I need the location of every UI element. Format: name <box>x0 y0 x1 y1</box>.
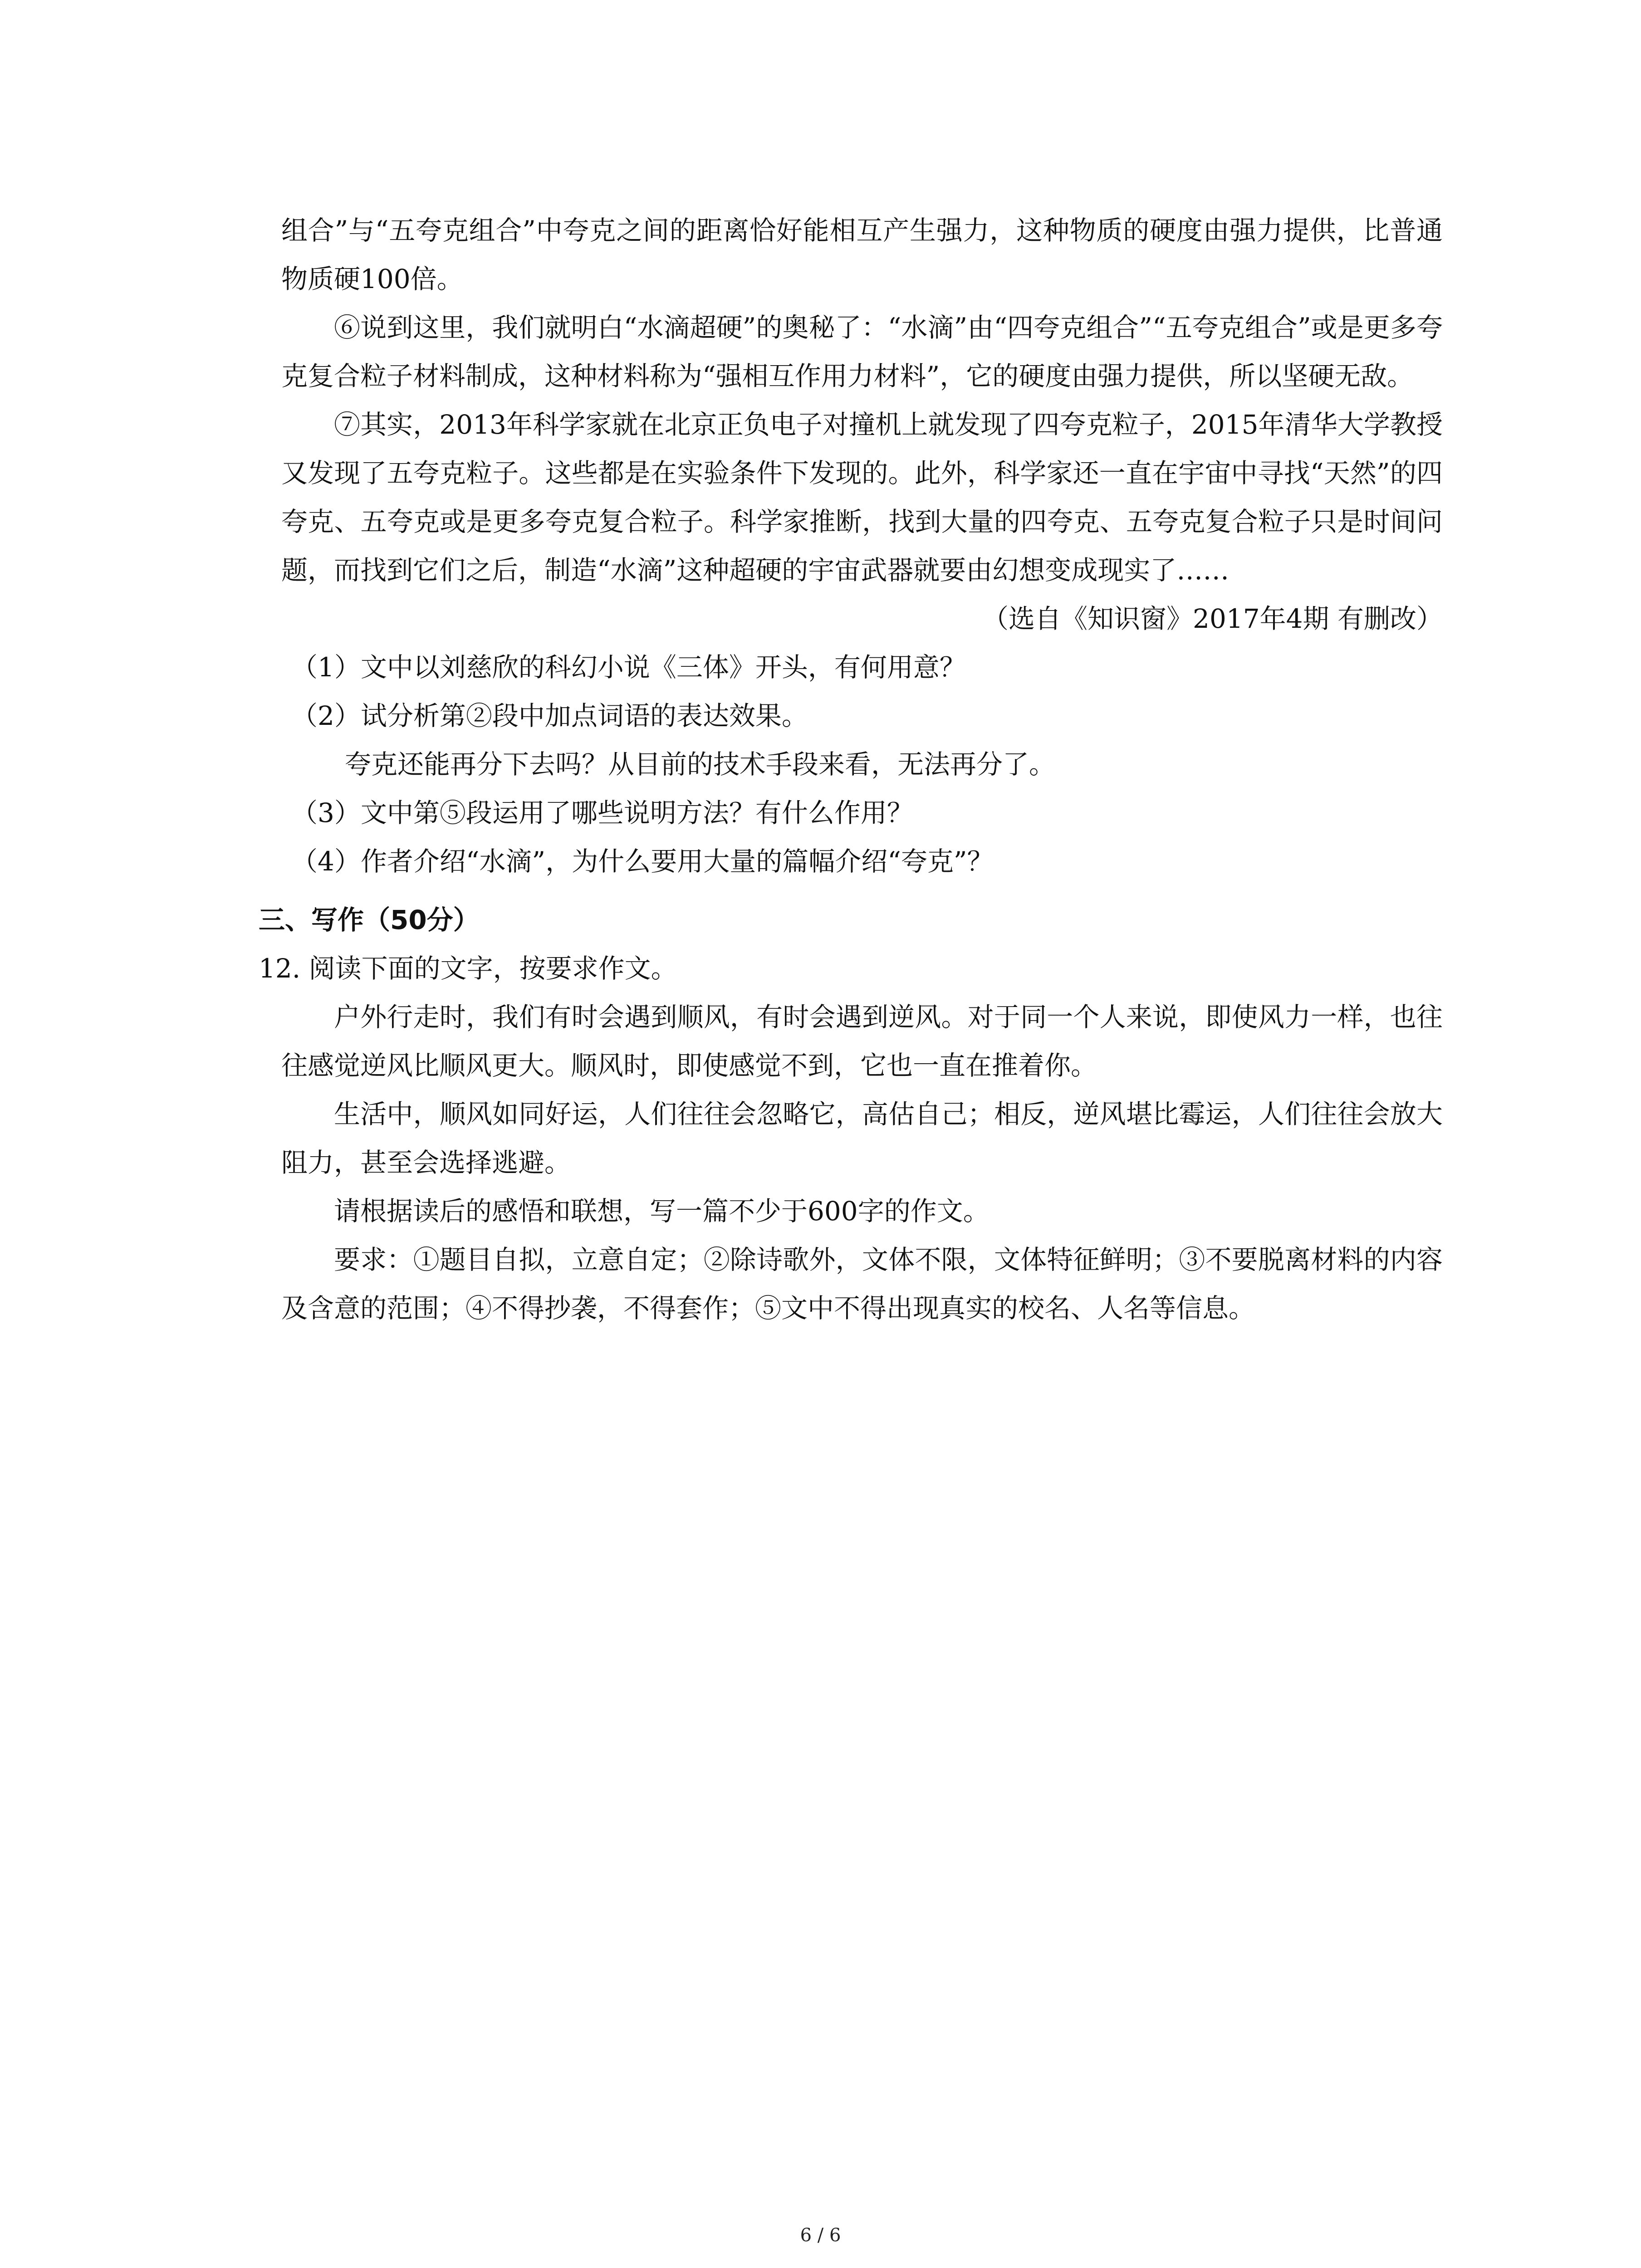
reading-source: （选自《知识窗》2017年4期 有删改） <box>982 603 1443 634</box>
question-3: （3）文中第⑤段运用了哪些说明方法？有什么作用？ <box>291 797 913 828</box>
writing-prompt: 12. 阅读下面的文字，按要求作文。 <box>259 953 677 984</box>
question-4: （4）作者介绍“水滴”，为什么要用大量的篇幅介绍“夸克”？ <box>291 846 994 877</box>
question-1: （1）文中以刘慈欣的科幻小说《三体》开头，有何用意？ <box>291 652 966 683</box>
question-2-quoted-sentence: 夸克还能再分下去吗？从目前的技术手段来看，无法再分了。 <box>345 749 1056 780</box>
reading-paragraph-5-tail: 组合”与“五夸克组合”中夸克之间的距离恰好能相互产生强力，这种物质的硬度由强力提供，比普通物质硬100倍。 <box>281 215 1443 294</box>
reading-paragraph-6: ⑥说到这里，我们就明白“水滴超硬”的奥秘了：“水滴”由“四夸克组合”“五夸克组合”或是更多夸克复合粒子材料制成，这种材料称为“强相互作用力材料”，它的硬度由强力提供，所以坚硬无敌。 <box>281 312 1443 391</box>
writing-material-2: 生活中，顺风如同好运，人们往往会忽略它，高估自己；相反，逆风堪比霉运，人们往往会放大阻力，甚至会选择逃避。 <box>281 1099 1443 1178</box>
reading-paragraph-7: ⑦其实，2013年科学家就在北京正负电子对撞机上就发现了四夸克粒子，2015年清华大学教授又发现了五夸克粒子。这些都是在实验条件下发现的。此外，科学家还一直在宇宙中寻找“天然”的四夸克、五夸克或是更多夸克复合粒子。科学家推断，找到大量的四夸克、五夸克复合粒子只是时间问题，而找到它们之后，制造“水滴”这种超硬的宇宙武器就要由幻想变成现实了…… <box>281 409 1443 586</box>
writing-section-heading: 三、写作（50分） <box>259 904 480 935</box>
writing-requirements: 要求：①题目自拟，立意自定；②除诗歌外，文体不限，文体特征鲜明；③不要脱离材料的内容及含意的范围；④不得抄袭，不得套作；⑤文中不得出现真实的校名、人名等信息。 <box>281 1244 1443 1324</box>
writing-material-1: 户外行走时，我们有时会遇到顺风，有时会遇到逆风。对于同一个人来说，即使风力一样，也往往感觉逆风比顺风更大。顺风时，即使感觉不到，它也一直在推着你。 <box>281 1002 1443 1081</box>
writing-instruction: 请根据读后的感悟和联想，写一篇不少于600字的作文。 <box>334 1196 989 1227</box>
page-content <box>259 206 1443 1333</box>
page-number: 6 / 6 <box>800 2225 841 2246</box>
question-2: （2）试分析第②段中加点词语的表达效果。 <box>291 700 808 731</box>
